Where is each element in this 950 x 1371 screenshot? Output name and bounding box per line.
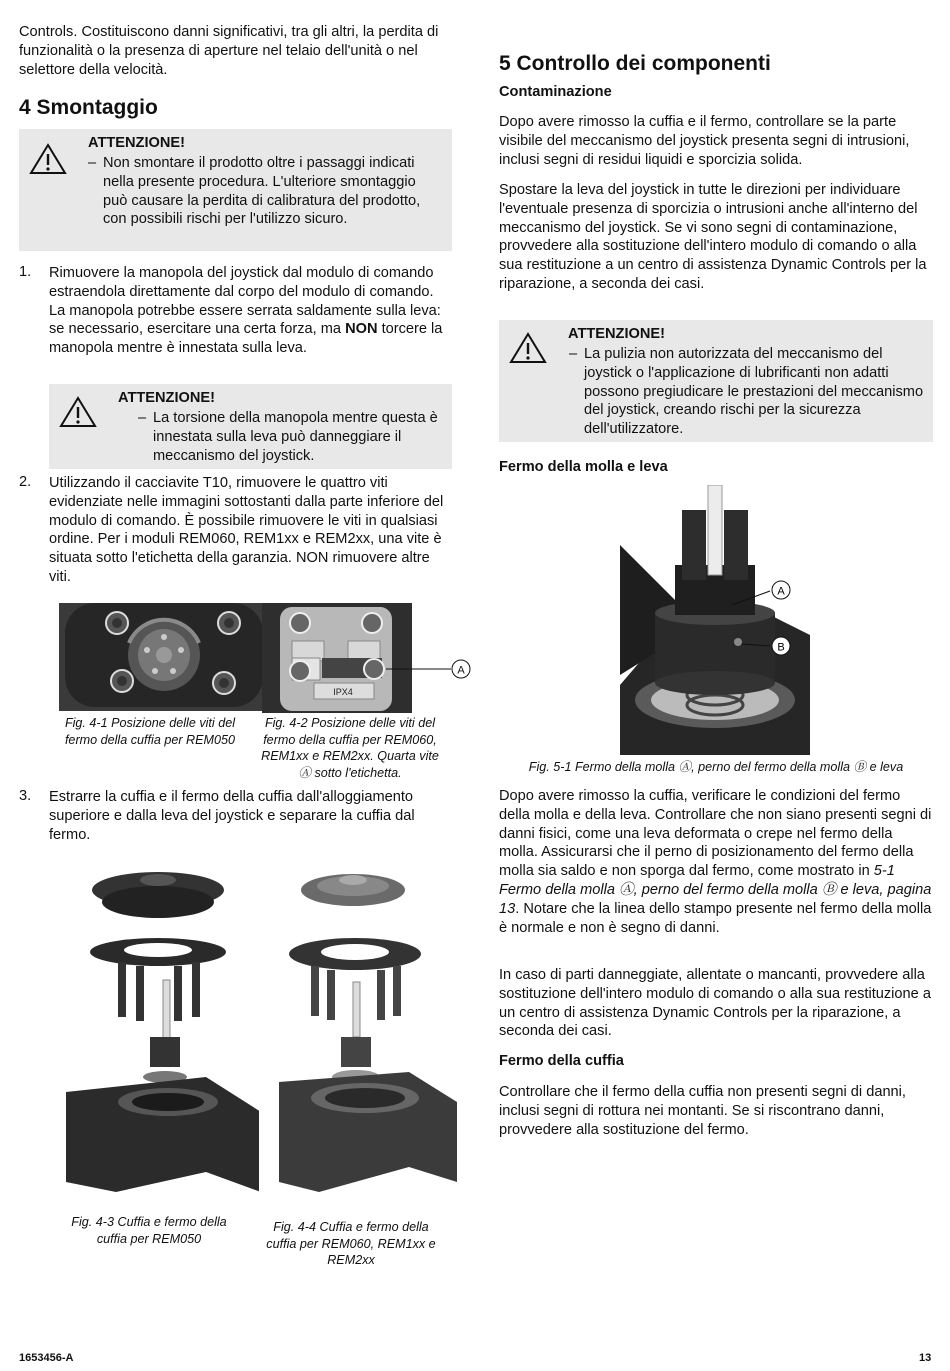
figure-4-2-label-ipx4: IPX4 <box>333 687 353 697</box>
paragraph-boot-retainer: Controllare che il fermo della cuffia non presenti segni di danni, inclusi segni di rottura nei montanti. Se si riscontrano danni, provvedere alla sostituzione del fermo. <box>499 1084 906 1138</box>
section-5-heading: 5 Controllo dei componenti <box>499 52 771 75</box>
step-1 <box>19 264 452 379</box>
step-text: Utilizzando il cacciavite T10, rimuovere le quattro viti evidenziate nelle immagini sottostanti dalla parte inferiore del modulo di comando. È possibile rimuovere le viti in qualsiasi ordine. Per i moduli REM060, REM1xx e REM2xx, una vite è situata sotto l'etichetta della garanzia. NON rimuovere altre viti. <box>49 475 444 585</box>
warning-title: ATTENZIONE! <box>568 326 666 342</box>
step-3 <box>19 788 452 848</box>
step-2 <box>19 474 452 589</box>
warning-text: – La pulizia non autorizzata del meccanismo del joystick o l'applicazione di lubrificanti non adatti possono pregiudicare le prestazioni del meccanismo del joystick, creando rischi per la sicurezza dell'utilizzatore. <box>569 346 924 438</box>
figure-5-1-label-b: B <box>777 641 785 654</box>
warning-icon <box>59 396 97 428</box>
step-text: Rimuovere la manopola del joystick dal modulo di comando estraendola direttamente dal corpo del modulo di comando. La manopola potrebbe essere serrata saldamente sulla leva: se necessario, esercitare una certa forza, ma NON torcere la manopola mentre è innestata sulla leva. <box>49 265 443 357</box>
step-number: 3. <box>19 788 32 804</box>
warning-box-3 <box>499 320 933 442</box>
warning-icon <box>29 143 67 175</box>
figure-4-2-image <box>262 603 472 713</box>
subheading-contaminazione: Contaminazione <box>499 84 612 100</box>
step-number: 1. <box>19 264 32 280</box>
figure-5-1-image <box>620 485 810 755</box>
figure-4-3-caption: Fig. 4-3 Cuffia e fermo della cuffia per REM050 <box>71 1215 227 1246</box>
section-4-heading: 4 Smontaggio <box>19 96 158 119</box>
figure-4-1-image <box>59 603 269 711</box>
figure-4-3-image <box>56 862 261 1212</box>
footer-page-number: 13 <box>919 1352 932 1364</box>
warning-box-1 <box>19 129 452 251</box>
footer-document-code: 1653456-A <box>19 1352 74 1364</box>
warning-box-2 <box>49 384 452 469</box>
warning-text: – La torsione della manopola mentre questa è innestata sulla leva può danneggiare il meccanismo del joystick. <box>138 410 438 464</box>
figure-5-1-label-a: A <box>777 585 785 598</box>
warning-title: ATTENZIONE! <box>88 135 186 151</box>
intro-paragraph: Controls. Costituiscono danni significativi, tra gli altri, la perdita di funzionalità o la presenza di aperture nel telaio dell'unità o nel selettore della velocità. <box>19 24 439 78</box>
warning-icon <box>509 332 547 364</box>
paragraph-damaged-parts: In caso di parti danneggiate, allentate o mancanti, provvedere alla sostituzione dell'intero modulo di comando o alla sua restituzione a un centro di assistenza Dynamic Controls per la riparazione, a seconda dei casi. <box>499 967 931 1040</box>
paragraph-spring-retainer: Dopo avere rimosso la cuffia, verificare le condizioni del fermo della molla e della leva. Controllare che non siano presenti segni di danni fisici, come una leva deformata o crepe nel fermo della molla. Assicurarsi che il perno di posizionamento del fermo della molla sia saldo e non sporga dal fermo, come mostrato in 5-1 Fermo della molla Ⓐ, perno del fermo della molla Ⓑ e leva, pagina 13. Notare che la linea dello stampo presente nel fermo della molla è normale e non è segno di danni. <box>499 788 932 936</box>
paragraph-contamination-1: Dopo avere rimosso la cuffia e il fermo, controllare se la parte visibile del meccanismo del joystick presenta segni di intrusioni, inclusi segni di residui liquidi e sporcizia solida. <box>499 114 910 168</box>
paragraph-contamination-2: Spostare la leva del joystick in tutte le direzioni per individuare l'eventuale presenza di sporcizia o intrusioni anche all'interno del meccanismo del joystick. Se vi sono segni di contaminazione, provvedere alla sostituzione dell'intero modulo di comando o alla sua restituzione a un centro di assistenza Dynamic Controls per la riparazione, a seconda dei casi. <box>499 182 927 292</box>
warning-title: ATTENZIONE! <box>118 390 216 406</box>
figure-4-1-caption: Fig. 4-1 Posizione delle viti del fermo della cuffia per REM050 <box>64 716 236 747</box>
figure-4-2-label-a: A <box>457 664 465 677</box>
step-number: 2. <box>19 474 32 490</box>
figure-4-4-caption: Fig. 4-4 Cuffia e fermo della cuffia per REM060, REM1xx e REM2xx <box>266 1220 436 1267</box>
subheading-spring-retainer: Fermo della molla e leva <box>499 459 668 475</box>
figure-5-1-caption: Fig. 5-1 Fermo della molla Ⓐ, perno del fermo della molla Ⓑ e leva <box>528 760 904 774</box>
step-text: Estrarre la cuffia e il fermo della cuffia dall'alloggiamento superiore e dalla leva del joystick e separare la cuffia dal fermo. <box>49 789 415 843</box>
figure-4-2-caption: Fig. 4-2 Posizione delle viti del fermo della cuffia per REM060, REM1xx e REM2xx. Quarta vite Ⓐ sotto l'etichetta. <box>261 716 439 780</box>
warning-text: – Non smontare il prodotto oltre i passaggi indicati nella presente procedura. L'ulteriore smontaggio può causare la perdita di calibratura del prodotto, con possibili rischi per l'utilizzo sicuro. <box>88 155 421 228</box>
subheading-boot-retainer: Fermo della cuffia <box>499 1053 624 1069</box>
figure-4-4-image <box>259 862 457 1212</box>
